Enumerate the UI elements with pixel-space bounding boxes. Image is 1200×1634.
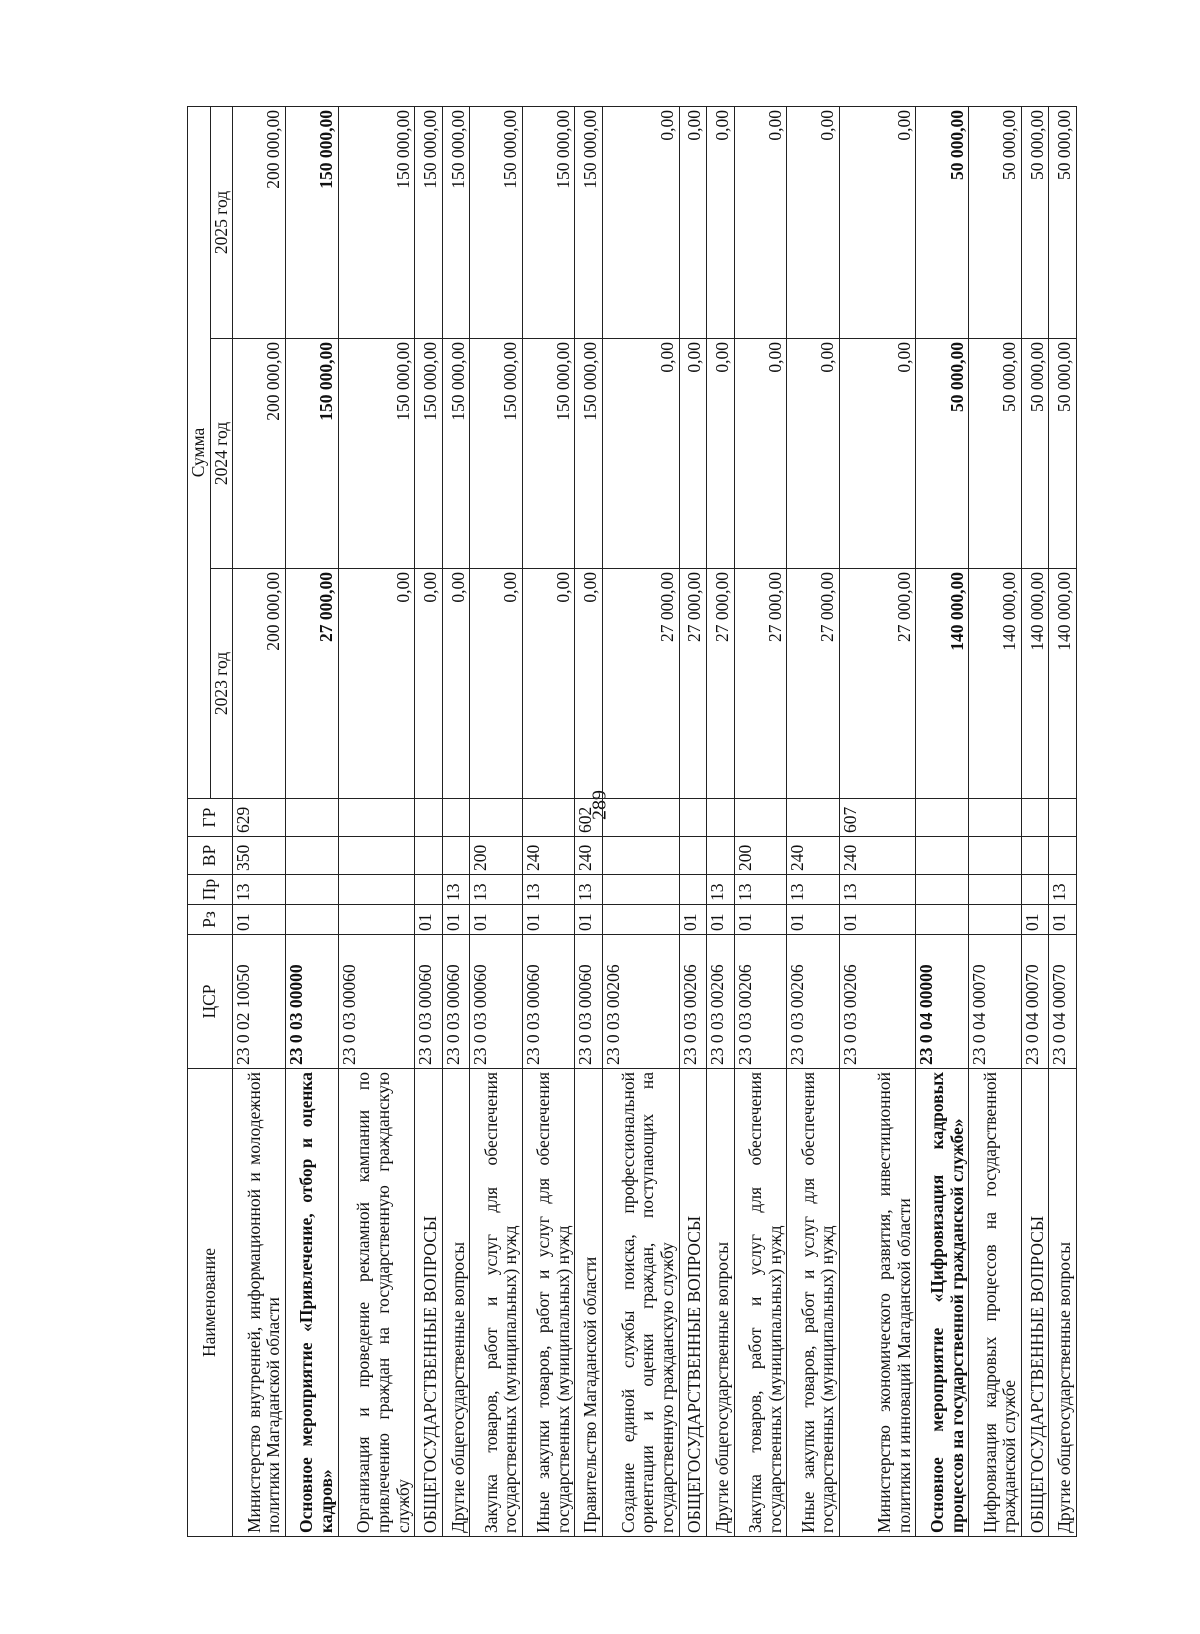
cell-gr [415, 799, 443, 837]
cell-csr: 23 0 04 00070 [1049, 935, 1077, 1069]
cell-rz [338, 905, 415, 935]
cell-gr [285, 799, 338, 837]
cell-csr: 23 0 03 00000 [285, 935, 338, 1069]
cell-gr: 629 [233, 799, 286, 837]
cell-2023: 27 000,00 [679, 569, 707, 799]
cell-2024: 0,00 [707, 339, 735, 569]
header-sum: Сумма [188, 106, 211, 798]
cell-2024: 50 000,00 [916, 339, 969, 569]
cell-csr: 23 0 03 00060 [415, 935, 443, 1069]
cell-gr [1021, 799, 1049, 837]
header-year-2023: 2023 год [210, 569, 233, 799]
cell-vr [415, 837, 443, 875]
cell-pr: 13 [233, 875, 286, 905]
cell-vr [969, 837, 1022, 875]
cell-2024: 150 000,00 [338, 339, 415, 569]
cell-2025: 50 000,00 [969, 106, 1022, 338]
table-header [188, 106, 233, 1536]
cell-2025: 150 000,00 [522, 106, 575, 338]
table-row [575, 106, 603, 1536]
table-row [285, 106, 338, 1536]
cell-name: Создание единой службы поиска, профессиональной ориентации и оценки граждан, поступающих на государственную гражданскую службу [602, 1069, 679, 1537]
cell-name: Основное мероприятие «Цифровизация кадровых процессов на государственной гражданской службе» [916, 1069, 969, 1537]
cell-vr: 240 [575, 837, 603, 875]
cell-rz [969, 905, 1022, 935]
header-csr: ЦСР [188, 935, 233, 1069]
cell-2024: 50 000,00 [1049, 339, 1077, 569]
cell-rz [602, 905, 679, 935]
cell-gr [1049, 799, 1077, 837]
cell-2025: 50 000,00 [1021, 106, 1049, 338]
cell-vr [916, 837, 969, 875]
cell-pr: 13 [707, 875, 735, 905]
cell-rz: 01 [839, 905, 916, 935]
cell-rz: 01 [522, 905, 575, 935]
cell-csr: 23 0 03 00206 [734, 935, 787, 1069]
cell-2024: 0,00 [734, 339, 787, 569]
cell-2024: 0,00 [839, 339, 916, 569]
cell-rz [916, 905, 969, 935]
cell-2023: 27 000,00 [839, 569, 916, 799]
cell-rz: 01 [679, 905, 707, 935]
cell-csr: 23 0 03 00060 [575, 935, 603, 1069]
table-row [969, 106, 1022, 1536]
cell-name: Министерство внутренней, информационной и молодежной политики Магаданской области [233, 1069, 286, 1537]
cell-2023: 140 000,00 [1049, 569, 1077, 799]
cell-2024: 50 000,00 [969, 339, 1022, 569]
cell-pr [415, 875, 443, 905]
cell-vr: 240 [839, 837, 916, 875]
cell-2024: 50 000,00 [1021, 339, 1049, 569]
cell-gr [969, 799, 1022, 837]
table-row [787, 106, 840, 1536]
cell-2025: 200 000,00 [233, 106, 286, 338]
header-name: Наименование [188, 1069, 233, 1537]
cell-pr: 13 [442, 875, 470, 905]
cell-rz: 01 [575, 905, 603, 935]
table-row [707, 106, 735, 1536]
page-number: 289 [588, 790, 611, 820]
cell-gr [916, 799, 969, 837]
cell-gr [707, 799, 735, 837]
table-row [602, 106, 679, 1536]
header-rz: Рз [188, 905, 233, 935]
table-row [916, 106, 969, 1536]
table-row [1049, 106, 1077, 1536]
cell-vr [338, 837, 415, 875]
cell-2023: 200 000,00 [233, 569, 286, 799]
cell-gr [787, 799, 840, 837]
cell-vr [285, 837, 338, 875]
cell-pr: 13 [470, 875, 523, 905]
cell-2024: 200 000,00 [233, 339, 286, 569]
cell-rz: 01 [707, 905, 735, 935]
cell-pr: 13 [839, 875, 916, 905]
cell-csr: 23 0 03 00060 [338, 935, 415, 1069]
cell-gr: 607 [839, 799, 916, 837]
cell-pr: 13 [1049, 875, 1077, 905]
cell-rz: 01 [470, 905, 523, 935]
table-row [522, 106, 575, 1536]
cell-rz [285, 905, 338, 935]
cell-2024: 0,00 [602, 339, 679, 569]
cell-2025: 0,00 [707, 106, 735, 338]
cell-rz: 01 [787, 905, 840, 935]
cell-vr [1021, 837, 1049, 875]
cell-rz: 01 [233, 905, 286, 935]
cell-csr: 23 0 03 00206 [679, 935, 707, 1069]
header-year-2024: 2024 год [210, 339, 233, 569]
cell-name: Другие общегосударственные вопросы [1049, 1069, 1077, 1537]
cell-2023: 0,00 [415, 569, 443, 799]
cell-2025: 0,00 [602, 106, 679, 338]
cell-pr: 13 [787, 875, 840, 905]
cell-2023: 0,00 [442, 569, 470, 799]
cell-2023: 0,00 [338, 569, 415, 799]
cell-pr: 13 [575, 875, 603, 905]
cell-csr: 23 0 02 10050 [233, 935, 286, 1069]
cell-2023: 27 000,00 [602, 569, 679, 799]
cell-csr: 23 0 03 00060 [442, 935, 470, 1069]
cell-pr [602, 875, 679, 905]
cell-rz: 01 [1049, 905, 1077, 935]
cell-2025: 150 000,00 [285, 106, 338, 338]
cell-name: Иные закупки товаров, работ и услуг для обеспечения государственных (муниципальных) нужд [522, 1069, 575, 1537]
cell-gr: 602 [575, 799, 603, 837]
cell-pr [916, 875, 969, 905]
table-row [679, 106, 707, 1536]
cell-csr: 23 0 03 00060 [522, 935, 575, 1069]
cell-2023: 140 000,00 [1021, 569, 1049, 799]
cell-rz: 01 [442, 905, 470, 935]
cell-2023: 140 000,00 [969, 569, 1022, 799]
cell-vr: 200 [734, 837, 787, 875]
cell-pr [969, 875, 1022, 905]
cell-vr [707, 837, 735, 875]
cell-2025: 50 000,00 [916, 106, 969, 338]
cell-name: Организация и проведение рекламной кампании по привлечению граждан на государственную гражданскую службу [338, 1069, 415, 1537]
cell-2024: 150 000,00 [442, 339, 470, 569]
cell-2023: 27 000,00 [787, 569, 840, 799]
cell-gr [602, 799, 679, 837]
budget-table [187, 106, 1077, 1537]
cell-pr: 13 [734, 875, 787, 905]
cell-vr [679, 837, 707, 875]
cell-name: ОБЩЕГОСУДАРСТВЕННЫЕ ВОПРОСЫ [415, 1069, 443, 1537]
cell-2025: 0,00 [839, 106, 916, 338]
cell-name: Правительство Магаданской области [575, 1069, 603, 1537]
cell-2025: 150 000,00 [470, 106, 523, 338]
cell-csr: 23 0 03 00206 [839, 935, 916, 1069]
cell-name: ОБЩЕГОСУДАРСТВЕННЫЕ ВОПРОСЫ [1021, 1069, 1049, 1537]
cell-2023: 27 000,00 [285, 569, 338, 799]
cell-name: Министерство экономического развития, инвестиционной политики и инноваций Магаданской области [839, 1069, 916, 1537]
header-gr: ГР [188, 799, 233, 837]
table-row [415, 106, 443, 1536]
cell-vr [1049, 837, 1077, 875]
cell-pr: 13 [522, 875, 575, 905]
cell-rz: 01 [415, 905, 443, 935]
table-row [839, 106, 916, 1536]
cell-2023: 140 000,00 [916, 569, 969, 799]
cell-csr: 23 0 03 00060 [470, 935, 523, 1069]
cell-2024: 150 000,00 [415, 339, 443, 569]
cell-2024: 150 000,00 [470, 339, 523, 569]
cell-gr [734, 799, 787, 837]
cell-vr [602, 837, 679, 875]
cell-2025: 150 000,00 [575, 106, 603, 338]
cell-rz: 01 [734, 905, 787, 935]
header-pr: Пр [188, 875, 233, 905]
cell-vr: 240 [522, 837, 575, 875]
cell-name: Основное мероприятие «Привлечение, отбор и оценка кадров» [285, 1069, 338, 1537]
cell-2025: 0,00 [679, 106, 707, 338]
cell-vr: 240 [787, 837, 840, 875]
cell-csr: 23 0 03 00206 [787, 935, 840, 1069]
cell-name: Закупка товаров, работ и услуг для обеспечения государственных (муниципальных) нужд [734, 1069, 787, 1537]
header-vr: ВР [188, 837, 233, 875]
cell-2025: 0,00 [734, 106, 787, 338]
cell-pr [1021, 875, 1049, 905]
cell-2024: 150 000,00 [575, 339, 603, 569]
cell-pr [285, 875, 338, 905]
cell-csr: 23 0 03 00206 [602, 935, 679, 1069]
cell-gr [522, 799, 575, 837]
cell-vr: 200 [470, 837, 523, 875]
table-body [233, 106, 1077, 1536]
cell-gr [679, 799, 707, 837]
cell-csr: 23 0 04 00000 [916, 935, 969, 1069]
cell-2025: 150 000,00 [415, 106, 443, 338]
table-row [734, 106, 787, 1536]
cell-2024: 150 000,00 [522, 339, 575, 569]
cell-name: Закупка товаров, работ и услуг для обеспечения государственных (муниципальных) нужд [470, 1069, 523, 1537]
cell-2025: 50 000,00 [1049, 106, 1077, 338]
table-row [442, 106, 470, 1536]
cell-pr [679, 875, 707, 905]
table-row [1021, 106, 1049, 1536]
cell-2023: 0,00 [522, 569, 575, 799]
cell-2024: 150 000,00 [285, 339, 338, 569]
cell-name: ОБЩЕГОСУДАРСТВЕННЫЕ ВОПРОСЫ [679, 1069, 707, 1537]
cell-name: Другие общегосударственные вопросы [707, 1069, 735, 1537]
cell-gr [470, 799, 523, 837]
cell-2023: 0,00 [470, 569, 523, 799]
cell-gr [338, 799, 415, 837]
cell-vr [442, 837, 470, 875]
cell-2025: 150 000,00 [442, 106, 470, 338]
cell-rz: 01 [1021, 905, 1049, 935]
cell-2023: 27 000,00 [707, 569, 735, 799]
cell-2024: 0,00 [679, 339, 707, 569]
cell-csr: 23 0 04 00070 [969, 935, 1022, 1069]
cell-gr [442, 799, 470, 837]
cell-pr [338, 875, 415, 905]
table-row [338, 106, 415, 1536]
budget-table-container [187, 107, 1077, 1537]
table-row [233, 106, 286, 1536]
cell-name: Цифровизация кадровых процессов на государственной гражданской службе [969, 1069, 1022, 1537]
cell-csr: 23 0 03 00206 [707, 935, 735, 1069]
cell-2025: 0,00 [787, 106, 840, 338]
cell-csr: 23 0 04 00070 [1021, 935, 1049, 1069]
cell-name: Другие общегосударственные вопросы [442, 1069, 470, 1537]
cell-name: Иные закупки товаров, работ и услуг для обеспечения государственных (муниципальных) нужд [787, 1069, 840, 1537]
cell-2025: 150 000,00 [338, 106, 415, 338]
cell-2023: 0,00 [575, 569, 603, 799]
cell-2023: 27 000,00 [734, 569, 787, 799]
table-row [470, 106, 523, 1536]
cell-vr: 350 [233, 837, 286, 875]
cell-2024: 0,00 [787, 339, 840, 569]
header-year-2025: 2025 год [210, 106, 233, 338]
